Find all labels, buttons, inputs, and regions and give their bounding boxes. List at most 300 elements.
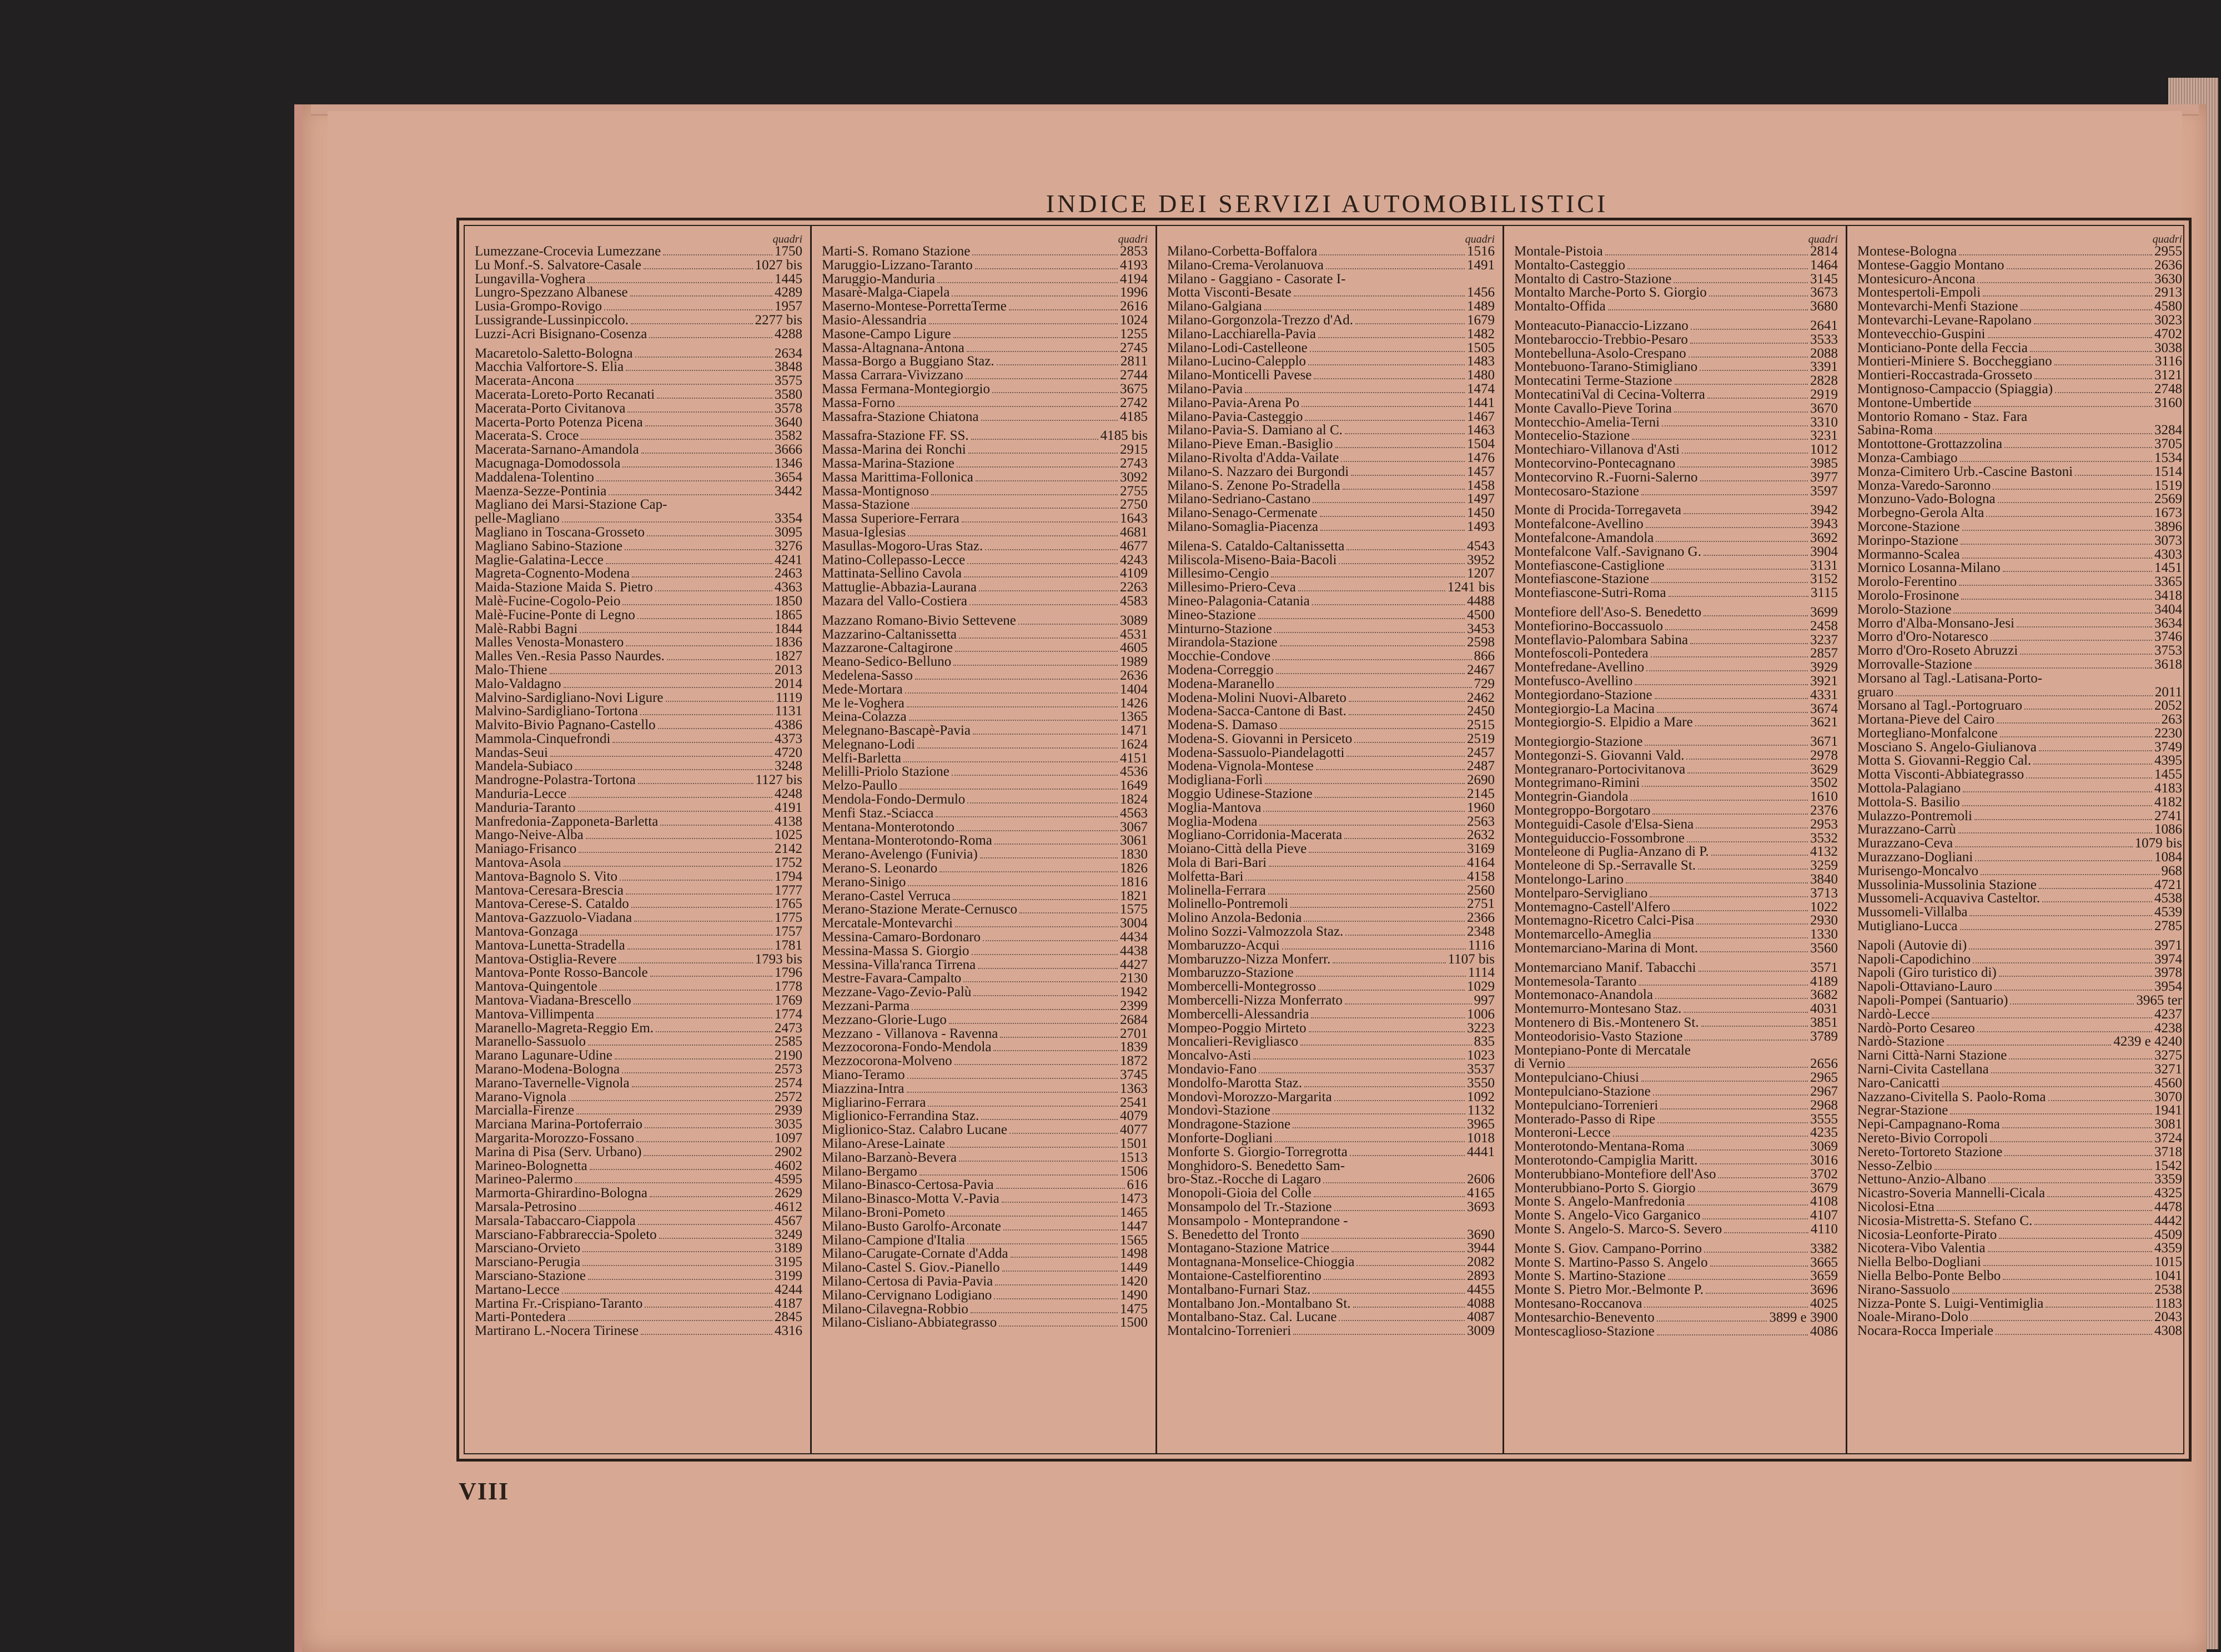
index-entry bbox=[822, 903, 1148, 917]
dot-leader bbox=[641, 1334, 772, 1335]
dot-leader bbox=[1960, 929, 2153, 930]
quadro-number: 1844 bbox=[775, 622, 802, 636]
route-name: Minturno-Stazione bbox=[1167, 622, 1272, 636]
index-entry bbox=[1514, 859, 1838, 873]
route-name: Mondavio-Fano bbox=[1167, 1063, 1257, 1077]
index-entry bbox=[1167, 438, 1495, 451]
route-name: Monticiano-Ponte della Feccia bbox=[1857, 341, 2028, 355]
route-name: Moggio Udinese-Stazione bbox=[1167, 787, 1313, 801]
index-entry bbox=[1857, 617, 2182, 631]
dot-leader bbox=[1990, 1141, 2152, 1142]
index-entry bbox=[822, 1000, 1148, 1013]
route-name: Nicolosi-Etna bbox=[1857, 1200, 1934, 1214]
dot-leader bbox=[1011, 1257, 1118, 1258]
index-entry bbox=[475, 567, 802, 581]
quadro-number: 1872 bbox=[1120, 1055, 1148, 1069]
dot-leader bbox=[1988, 1251, 2152, 1252]
index-entry bbox=[1167, 622, 1495, 636]
quadro-number: 2656 bbox=[1810, 1057, 1838, 1072]
quadro-number: 2939 bbox=[775, 1104, 802, 1118]
dot-leader bbox=[1687, 841, 1808, 842]
route-name: Mussomeli-Villalba bbox=[1857, 906, 1968, 920]
dot-leader bbox=[972, 954, 1118, 955]
dot-leader bbox=[917, 747, 1118, 749]
dot-leader bbox=[1258, 618, 1465, 619]
index-entry bbox=[475, 1146, 802, 1159]
quadro-number: 3160 bbox=[2154, 396, 2182, 410]
index-entry bbox=[475, 300, 802, 314]
index-entry bbox=[1167, 383, 1495, 396]
dot-leader bbox=[1674, 411, 1808, 413]
quadro-number: 4243 bbox=[1120, 553, 1148, 568]
route-name: Milano-Somaglia-Piacenza bbox=[1167, 520, 1319, 534]
quadro-number: 1450 bbox=[1467, 506, 1495, 520]
dot-leader bbox=[915, 679, 1118, 680]
route-name: Malè-Rabbi Bagni bbox=[475, 622, 578, 636]
quadro-number: 3789 bbox=[1810, 1030, 1838, 1044]
index-entry bbox=[475, 636, 802, 650]
route-name: Lusia-Grompo-Rovigo bbox=[475, 300, 602, 314]
route-name: Montemesola-Taranto bbox=[1514, 975, 1637, 989]
dot-leader bbox=[1259, 825, 1465, 826]
dot-leader bbox=[1296, 976, 1466, 977]
route-name: Montebaroccio-Trebbio-Pesaro bbox=[1514, 333, 1688, 347]
dot-leader bbox=[996, 1188, 1125, 1189]
index-entry bbox=[1167, 1242, 1495, 1256]
index-entry bbox=[822, 342, 1148, 355]
dot-leader bbox=[576, 1113, 772, 1114]
index-entry bbox=[822, 890, 1148, 903]
quadro-number: 1015 bbox=[2154, 1256, 2182, 1269]
index-entry bbox=[1857, 548, 2182, 562]
quadro-number: 4239 e 4240 bbox=[2113, 1035, 2182, 1050]
dot-leader bbox=[1687, 772, 1808, 774]
index-entry bbox=[1857, 1297, 2182, 1311]
quadro-number: 4509 bbox=[2154, 1228, 2182, 1242]
index-entry bbox=[1857, 1228, 2182, 1242]
entry-spacer bbox=[1514, 730, 1838, 735]
dot-leader bbox=[1950, 1113, 2152, 1114]
dot-leader bbox=[962, 521, 1118, 523]
quadro-number: 3199 bbox=[775, 1269, 802, 1283]
route-name: Monte S. Angelo-Vico Garganico bbox=[1514, 1209, 1701, 1223]
index-entry bbox=[1514, 457, 1838, 471]
index-entry bbox=[475, 719, 802, 732]
quadro-number: 616 bbox=[1127, 1178, 1148, 1193]
dot-leader bbox=[1702, 1218, 1808, 1219]
quadro-number: 1365 bbox=[1120, 710, 1148, 725]
route-name: Niella Belbo-Dogliani bbox=[1857, 1256, 1981, 1269]
dot-leader bbox=[1312, 604, 1465, 605]
index-entry bbox=[1514, 1113, 1838, 1127]
quadro-number: 1757 bbox=[775, 925, 802, 939]
route-name: Montefiascone-Sutri-Roma bbox=[1514, 586, 1666, 600]
route-name: Milano-Cisliano-Abbiategrasso bbox=[822, 1316, 997, 1330]
index-entry bbox=[1167, 259, 1495, 273]
quadro-number: 2538 bbox=[2154, 1283, 2182, 1297]
dot-leader bbox=[2004, 1155, 2152, 1156]
dot-leader bbox=[579, 852, 772, 853]
route-name: Melzo-Paullo bbox=[822, 779, 898, 794]
index-entry bbox=[1857, 603, 2182, 617]
dot-leader bbox=[1687, 1149, 1808, 1151]
index-entry bbox=[1514, 1016, 1838, 1030]
dot-leader bbox=[576, 384, 772, 385]
route-name: Millesimo-Cengio bbox=[1167, 567, 1269, 581]
dot-leader bbox=[1631, 800, 1808, 801]
quadro-number: 4303 bbox=[2154, 548, 2182, 562]
index-entry bbox=[475, 512, 802, 526]
dot-leader bbox=[1983, 295, 2152, 297]
route-name: Monteleone di Puglia-Anzano di P. bbox=[1514, 845, 1709, 860]
route-name: Miliscola-Miseno-Baia-Bacoli bbox=[1167, 553, 1337, 568]
dot-leader bbox=[1701, 1026, 1808, 1027]
quadro-number: 2458 bbox=[1810, 619, 1838, 634]
dot-leader bbox=[1003, 1229, 1118, 1231]
dot-leader bbox=[1684, 1012, 1808, 1013]
route-name: Montefiorino-Boccassuolo bbox=[1514, 619, 1664, 634]
route-name: Nepi-Campagnano-Roma bbox=[1857, 1118, 2000, 1132]
route-name: Migliarino-Ferrara bbox=[822, 1096, 926, 1110]
dot-leader bbox=[2075, 475, 2152, 476]
index-entry bbox=[1857, 644, 2182, 658]
dot-leader bbox=[1313, 1293, 1465, 1294]
dot-leader bbox=[1935, 433, 2152, 434]
dot-leader bbox=[1646, 527, 1808, 528]
dot-leader bbox=[1700, 951, 1808, 952]
dot-leader bbox=[1269, 866, 1465, 867]
index-entry bbox=[822, 1289, 1148, 1303]
index-entry bbox=[1857, 1077, 2182, 1091]
route-name: Marineo-Palermo bbox=[475, 1173, 573, 1187]
index-entry bbox=[1514, 1297, 1838, 1311]
index-entry bbox=[475, 609, 802, 622]
dot-leader bbox=[1962, 530, 2152, 531]
dot-leader bbox=[581, 439, 772, 440]
index-entry bbox=[1167, 1214, 1495, 1228]
quadro-number: 4316 bbox=[775, 1324, 802, 1338]
quadro-number: 3073 bbox=[2154, 534, 2182, 548]
route-name: Milano-Pieve Eman.-Basiglio bbox=[1167, 438, 1333, 451]
dot-leader bbox=[1690, 343, 1808, 344]
index-entry bbox=[822, 614, 1148, 628]
route-name: Monterado-Passo di Ripe bbox=[1514, 1112, 1656, 1127]
quadro-number: 4325 bbox=[2154, 1187, 2182, 1201]
dot-leader bbox=[1274, 632, 1465, 633]
dot-leader bbox=[627, 411, 772, 413]
dot-leader bbox=[622, 1072, 772, 1073]
index-entry bbox=[1514, 504, 1838, 518]
index-entry bbox=[1514, 1099, 1838, 1113]
route-name: Monte S. Giov. Campano-Porrino bbox=[1514, 1242, 1702, 1256]
quadro-number: 3189 bbox=[775, 1242, 802, 1256]
route-name: Milano-Certosa di Pavia-Pavia bbox=[822, 1274, 993, 1289]
index-entry bbox=[822, 1068, 1148, 1082]
index-entry bbox=[1514, 1154, 1838, 1168]
dot-leader bbox=[2017, 626, 2152, 627]
index-entry bbox=[1167, 774, 1495, 787]
dot-leader bbox=[993, 1050, 1118, 1051]
route-name: Molinello-Pontremoli bbox=[1167, 897, 1289, 912]
quadro-number: 4580 bbox=[2154, 300, 2182, 314]
route-name: Nicosia-Mistretta-S. Stefano C. bbox=[1857, 1214, 2033, 1228]
dot-leader bbox=[1343, 489, 1465, 490]
index-entry bbox=[822, 752, 1148, 766]
dot-leader bbox=[1320, 516, 1465, 517]
quadro-number: 1752 bbox=[775, 856, 802, 870]
quadro-number: 3753 bbox=[2154, 644, 2182, 658]
index-entry bbox=[1167, 1091, 1495, 1104]
route-name: Moncalieri-Revigliasco bbox=[1167, 1035, 1299, 1050]
index-entry bbox=[1857, 1063, 2182, 1077]
quadro-number: 1679 bbox=[1467, 313, 1495, 328]
route-name: Montaione-Castelfiorentino bbox=[1167, 1269, 1321, 1283]
quadro-number: 1092 bbox=[1467, 1090, 1495, 1104]
quadro-number: 4538 bbox=[2154, 892, 2182, 906]
quadro-number: 1023 bbox=[1467, 1049, 1495, 1063]
quadro-number: 3985 bbox=[1810, 456, 1838, 471]
dot-leader bbox=[1627, 268, 1808, 269]
index-entry bbox=[822, 1151, 1148, 1165]
dot-leader bbox=[645, 1307, 772, 1308]
index-entry bbox=[1857, 686, 2182, 700]
route-name: Morolo-Ferentino bbox=[1857, 575, 1957, 589]
quadro-number: 2751 bbox=[1467, 897, 1495, 912]
dot-leader bbox=[631, 907, 772, 908]
index-entry bbox=[822, 1165, 1148, 1179]
route-name: Monza-Varedo-Saronno bbox=[1857, 479, 1991, 493]
dot-leader bbox=[959, 637, 1118, 639]
route-name: Montalto Marche-Porto S. Giorgio bbox=[1514, 286, 1707, 300]
route-name: Marsciano-Perugia bbox=[475, 1256, 581, 1269]
route-name: Mortegliano-Monfalcone bbox=[1857, 726, 1998, 741]
index-entry bbox=[475, 774, 802, 787]
route-name: Maruggio-Manduria bbox=[822, 272, 936, 287]
quadro-number: 2230 bbox=[2154, 726, 2182, 741]
route-name: Marineo-Bolognetta bbox=[475, 1159, 587, 1173]
index-entry bbox=[822, 986, 1148, 1000]
route-name: Montemagno-Ricetro Calci-Pisa bbox=[1514, 914, 1695, 928]
quadro-number: 3942 bbox=[1810, 504, 1838, 518]
index-entry bbox=[1514, 1044, 1838, 1058]
index-entry bbox=[1167, 815, 1495, 829]
index-entry bbox=[1514, 804, 1838, 818]
index-entry bbox=[1167, 595, 1495, 609]
index-entry bbox=[475, 1214, 802, 1228]
dot-leader bbox=[1314, 1196, 1465, 1197]
quadro-number: 4138 bbox=[775, 815, 802, 829]
quadro-number: 1624 bbox=[1120, 737, 1148, 752]
dot-leader bbox=[1687, 1204, 1808, 1206]
index-entry bbox=[1167, 342, 1495, 355]
quadro-number: 1207 bbox=[1467, 567, 1495, 581]
quadro-number: 3582 bbox=[775, 429, 802, 444]
route-name: Montalbano-Furnari Staz. bbox=[1167, 1283, 1311, 1297]
route-name: di Vernio bbox=[1514, 1057, 1565, 1072]
quadro-number: 2450 bbox=[1467, 705, 1495, 719]
dot-leader bbox=[1293, 1334, 1465, 1335]
dot-leader bbox=[644, 1155, 772, 1156]
route-name: Nereto-Tortoreto Stazione bbox=[1857, 1145, 2003, 1159]
dot-leader bbox=[1290, 907, 1465, 908]
route-name: Montefoscoli-Pontedera bbox=[1514, 647, 1649, 661]
dot-leader bbox=[2003, 571, 2152, 572]
quadro-number: 1750 bbox=[775, 245, 802, 259]
index-entry bbox=[475, 925, 802, 939]
index-entry bbox=[1514, 471, 1838, 485]
quadro-number: 997 bbox=[1474, 994, 1495, 1008]
index-entry bbox=[822, 738, 1148, 752]
dot-leader bbox=[586, 838, 772, 839]
dot-leader bbox=[1320, 530, 1465, 531]
quadro-number: 1769 bbox=[775, 994, 802, 1008]
quadro-number: 3680 bbox=[1810, 300, 1838, 314]
dot-leader bbox=[1991, 1072, 2152, 1073]
index-entry bbox=[1857, 1049, 2182, 1063]
route-name: Mazara del Vallo-Costiera bbox=[822, 594, 967, 609]
route-name: Montechiaro-Villanova d'Asti bbox=[1514, 443, 1680, 457]
index-entry bbox=[1514, 559, 1838, 573]
dot-leader bbox=[1689, 356, 1808, 358]
route-name: Mortana-Pieve del Cairo bbox=[1857, 713, 1995, 727]
dot-leader bbox=[1650, 896, 1808, 897]
dot-leader bbox=[928, 1106, 1118, 1107]
dot-leader bbox=[1952, 1293, 2152, 1294]
index-entry bbox=[1514, 1168, 1838, 1182]
route-name: Negrar-Stazione bbox=[1857, 1104, 1948, 1118]
index-entry bbox=[1514, 286, 1838, 300]
dot-leader bbox=[1613, 1136, 1808, 1137]
index-entry bbox=[822, 1234, 1148, 1248]
dot-leader bbox=[2048, 1100, 2152, 1101]
quadro-number: 3682 bbox=[1810, 988, 1838, 1003]
index-entry bbox=[1857, 451, 2182, 465]
quadro-number: 2366 bbox=[1467, 911, 1495, 926]
index-entry bbox=[1857, 1269, 2182, 1283]
index-entry bbox=[1857, 658, 2182, 672]
quadro-number: 3965 bbox=[1467, 1118, 1495, 1132]
index-entry bbox=[822, 1261, 1148, 1275]
index-entry bbox=[822, 641, 1148, 655]
dot-leader bbox=[1293, 1127, 1465, 1128]
route-name: Montalcino-Torrenieri bbox=[1167, 1324, 1292, 1338]
dot-leader bbox=[1265, 783, 1465, 784]
route-name: Milano-Castel S. Giov.-Pianello bbox=[822, 1261, 1000, 1275]
entry-list bbox=[822, 245, 1148, 1330]
quadro-number: 2572 bbox=[775, 1090, 802, 1104]
route-name: Maddalena-Tolentino bbox=[475, 470, 594, 485]
route-name: Miazzina-Intra bbox=[822, 1082, 905, 1096]
index-column-3 bbox=[1157, 226, 1504, 1453]
dot-leader bbox=[919, 1174, 1118, 1176]
index-entry bbox=[1857, 1242, 2182, 1256]
dot-leader bbox=[578, 811, 772, 812]
route-name: Monzuno-Vado-Bologna bbox=[1857, 493, 1996, 507]
route-name: Montegonzi-S. Giovanni Vald. bbox=[1514, 749, 1685, 763]
dot-leader bbox=[562, 1293, 772, 1294]
index-entry bbox=[1514, 845, 1838, 859]
quadro-number: 4395 bbox=[2154, 754, 2182, 769]
index-entry bbox=[475, 884, 802, 898]
route-name: Montecatini Terme-Stazione bbox=[1514, 374, 1672, 388]
index-entry bbox=[822, 628, 1148, 642]
index-entry bbox=[1167, 994, 1495, 1008]
dot-leader bbox=[1981, 874, 2159, 875]
route-name: Montecorvino R.-Fuorni-Salerno bbox=[1514, 470, 1698, 485]
index-table bbox=[456, 218, 2192, 1462]
route-name: Nicosia-Leonforte-Pirato bbox=[1857, 1228, 1997, 1242]
index-entry bbox=[822, 1137, 1148, 1151]
quadro-number: 2845 bbox=[775, 1310, 802, 1325]
index-entry bbox=[1514, 735, 1838, 749]
route-name: Murazzano-Carrù bbox=[1857, 823, 1956, 837]
dot-leader bbox=[626, 645, 772, 646]
quadro-number: 4183 bbox=[2154, 782, 2182, 796]
quadro-number: 4612 bbox=[775, 1200, 802, 1214]
dot-leader bbox=[1682, 453, 1808, 454]
route-name: Mombercelli-Nizza Monferrato bbox=[1167, 994, 1343, 1008]
index-entry bbox=[822, 834, 1148, 848]
route-name: Montegrin-Giandola bbox=[1514, 790, 1629, 805]
dot-leader bbox=[912, 1009, 1118, 1010]
dot-leader bbox=[1674, 282, 1808, 283]
index-entry bbox=[1167, 636, 1495, 650]
route-name: Masone-Campo Ligure bbox=[822, 327, 951, 342]
dot-leader bbox=[657, 398, 772, 399]
index-entry bbox=[1167, 760, 1495, 774]
index-entry bbox=[822, 862, 1148, 876]
route-name: Napoli-Pompei (Santuario) bbox=[1857, 994, 2008, 1008]
route-name: Morro d'Oro-Roseto Abruzzi bbox=[1857, 644, 2018, 658]
entry-spacer bbox=[475, 342, 802, 347]
quadro-number: 1490 bbox=[1120, 1288, 1148, 1303]
quadro-number: 1119 bbox=[775, 691, 802, 705]
route-name: Lussigrande-Lussinpiccolo. bbox=[475, 313, 629, 328]
route-name: Massa-Marina dei Ronchi bbox=[822, 443, 966, 457]
dot-leader bbox=[1996, 1334, 2152, 1335]
quadro-number: 1501 bbox=[1120, 1137, 1148, 1151]
dot-leader bbox=[2034, 1224, 2152, 1225]
quadro-number: 3978 bbox=[2154, 966, 2182, 981]
dot-leader bbox=[1315, 797, 1465, 798]
dot-leader bbox=[1314, 378, 1465, 379]
route-name: Masarè-Malga-Ciapela bbox=[822, 286, 950, 300]
route-name: Milano-Pavia-S. Damiano al C. bbox=[1167, 424, 1343, 438]
route-name: Montecosaro-Stazione bbox=[1514, 484, 1639, 499]
dot-leader bbox=[1665, 629, 1808, 630]
dot-leader bbox=[632, 576, 772, 578]
dot-leader bbox=[1331, 1251, 1465, 1252]
route-name: Montalto-Offida bbox=[1514, 300, 1606, 314]
dot-leader bbox=[1657, 1122, 1808, 1123]
dot-leader bbox=[971, 439, 1098, 440]
index-entry bbox=[822, 1220, 1148, 1234]
entry-list bbox=[1167, 245, 1495, 1338]
dot-leader bbox=[971, 1312, 1118, 1313]
entry-spacer bbox=[822, 424, 1148, 429]
index-entry bbox=[1167, 581, 1495, 595]
quadro-number: 3061 bbox=[1120, 834, 1148, 848]
quadro-number: 3555 bbox=[1810, 1112, 1838, 1127]
route-name: Masua-Iglesias bbox=[822, 525, 906, 540]
route-name: Montepulciano-Stazione bbox=[1514, 1085, 1651, 1099]
index-entry bbox=[1167, 410, 1495, 424]
dot-leader bbox=[562, 521, 772, 523]
route-name: Mantova-Cerese-S. Cataldo bbox=[475, 897, 629, 912]
quadro-number: 1505 bbox=[1467, 341, 1495, 355]
dot-leader bbox=[663, 254, 772, 255]
index-entry bbox=[1167, 1063, 1495, 1077]
